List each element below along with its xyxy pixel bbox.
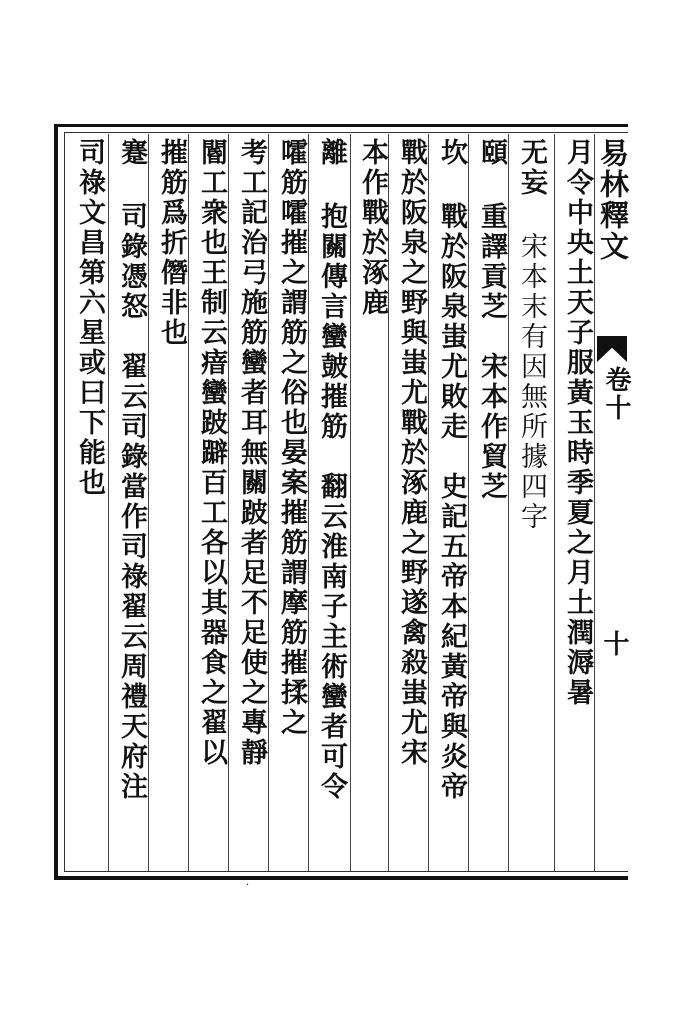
column-rule	[268, 134, 269, 871]
column-text: 宋本末有因無所據四字	[516, 232, 547, 532]
column-rule	[228, 134, 229, 871]
hexagram-name: 蹇	[116, 138, 147, 168]
hexagram-name: 離	[316, 138, 347, 168]
column-text: 抱關傳言蠻皷摧筋 翻云淮南子主術蠻者可令	[316, 202, 347, 802]
text-column	[234, 138, 268, 768]
hexagram-name: 坎	[436, 138, 467, 168]
hexagram-name: 頤	[476, 138, 507, 168]
column-rule	[108, 134, 109, 871]
text-column	[560, 138, 594, 708]
column-rule	[428, 134, 429, 871]
text-column	[114, 138, 148, 802]
text-column	[274, 138, 308, 738]
column-text: 本作戰於涿鹿	[357, 138, 388, 318]
text-column	[474, 138, 508, 502]
column-text: 戰於阪泉之野與蚩尤戰於涿鹿之野遂禽殺蚩尤宋	[396, 138, 427, 768]
column-rule	[468, 134, 469, 871]
text-column	[154, 138, 188, 348]
column-rule	[554, 134, 555, 871]
column-rule	[350, 134, 351, 871]
volume-label: 卷十	[601, 366, 631, 422]
text-column	[394, 138, 428, 768]
column-rule	[188, 134, 189, 871]
column-text: 摧筋爲折僭非也	[156, 138, 187, 348]
column-text: 嚯筋嚯摧之謂筋之俗也晏案摧筋謂摩筋摧揉之	[276, 138, 307, 738]
column-text: 閽工衆也王制云瘖蠻跛躃百工各以其器食之翟以	[196, 138, 227, 768]
column-text: 重譯貢芝 宋本作貿芝	[476, 202, 507, 502]
text-column	[355, 138, 389, 318]
column-text: 司祿文昌第六星或曰下能也	[74, 138, 105, 498]
bottom-mark: ·	[246, 880, 250, 891]
column-rule	[148, 134, 149, 871]
column-rule	[308, 134, 309, 871]
text-column	[72, 138, 106, 498]
column-text: 考工記治弓施筋蠻者耳無關跛者足不足使之專靜	[236, 138, 267, 768]
column-text: 司錄憑怒 翟云司錄當作司祿翟云周禮天府注	[116, 202, 147, 802]
text-column	[514, 138, 548, 532]
column-rule	[594, 134, 595, 871]
text-column	[434, 138, 468, 802]
book-title: 易林釋文	[596, 138, 630, 262]
hexagram-name: 无妄	[516, 138, 547, 198]
text-column	[194, 138, 228, 768]
column-text: 戰於阪泉蚩尤敗走 史記五帝本紀黃帝與炎帝	[436, 202, 467, 802]
column-text: 月令中央土天子服黃玉時季夏之月土潤溽暑	[562, 138, 593, 708]
page-number: 十	[599, 630, 629, 656]
text-column	[314, 138, 348, 802]
column-rule	[508, 134, 509, 871]
